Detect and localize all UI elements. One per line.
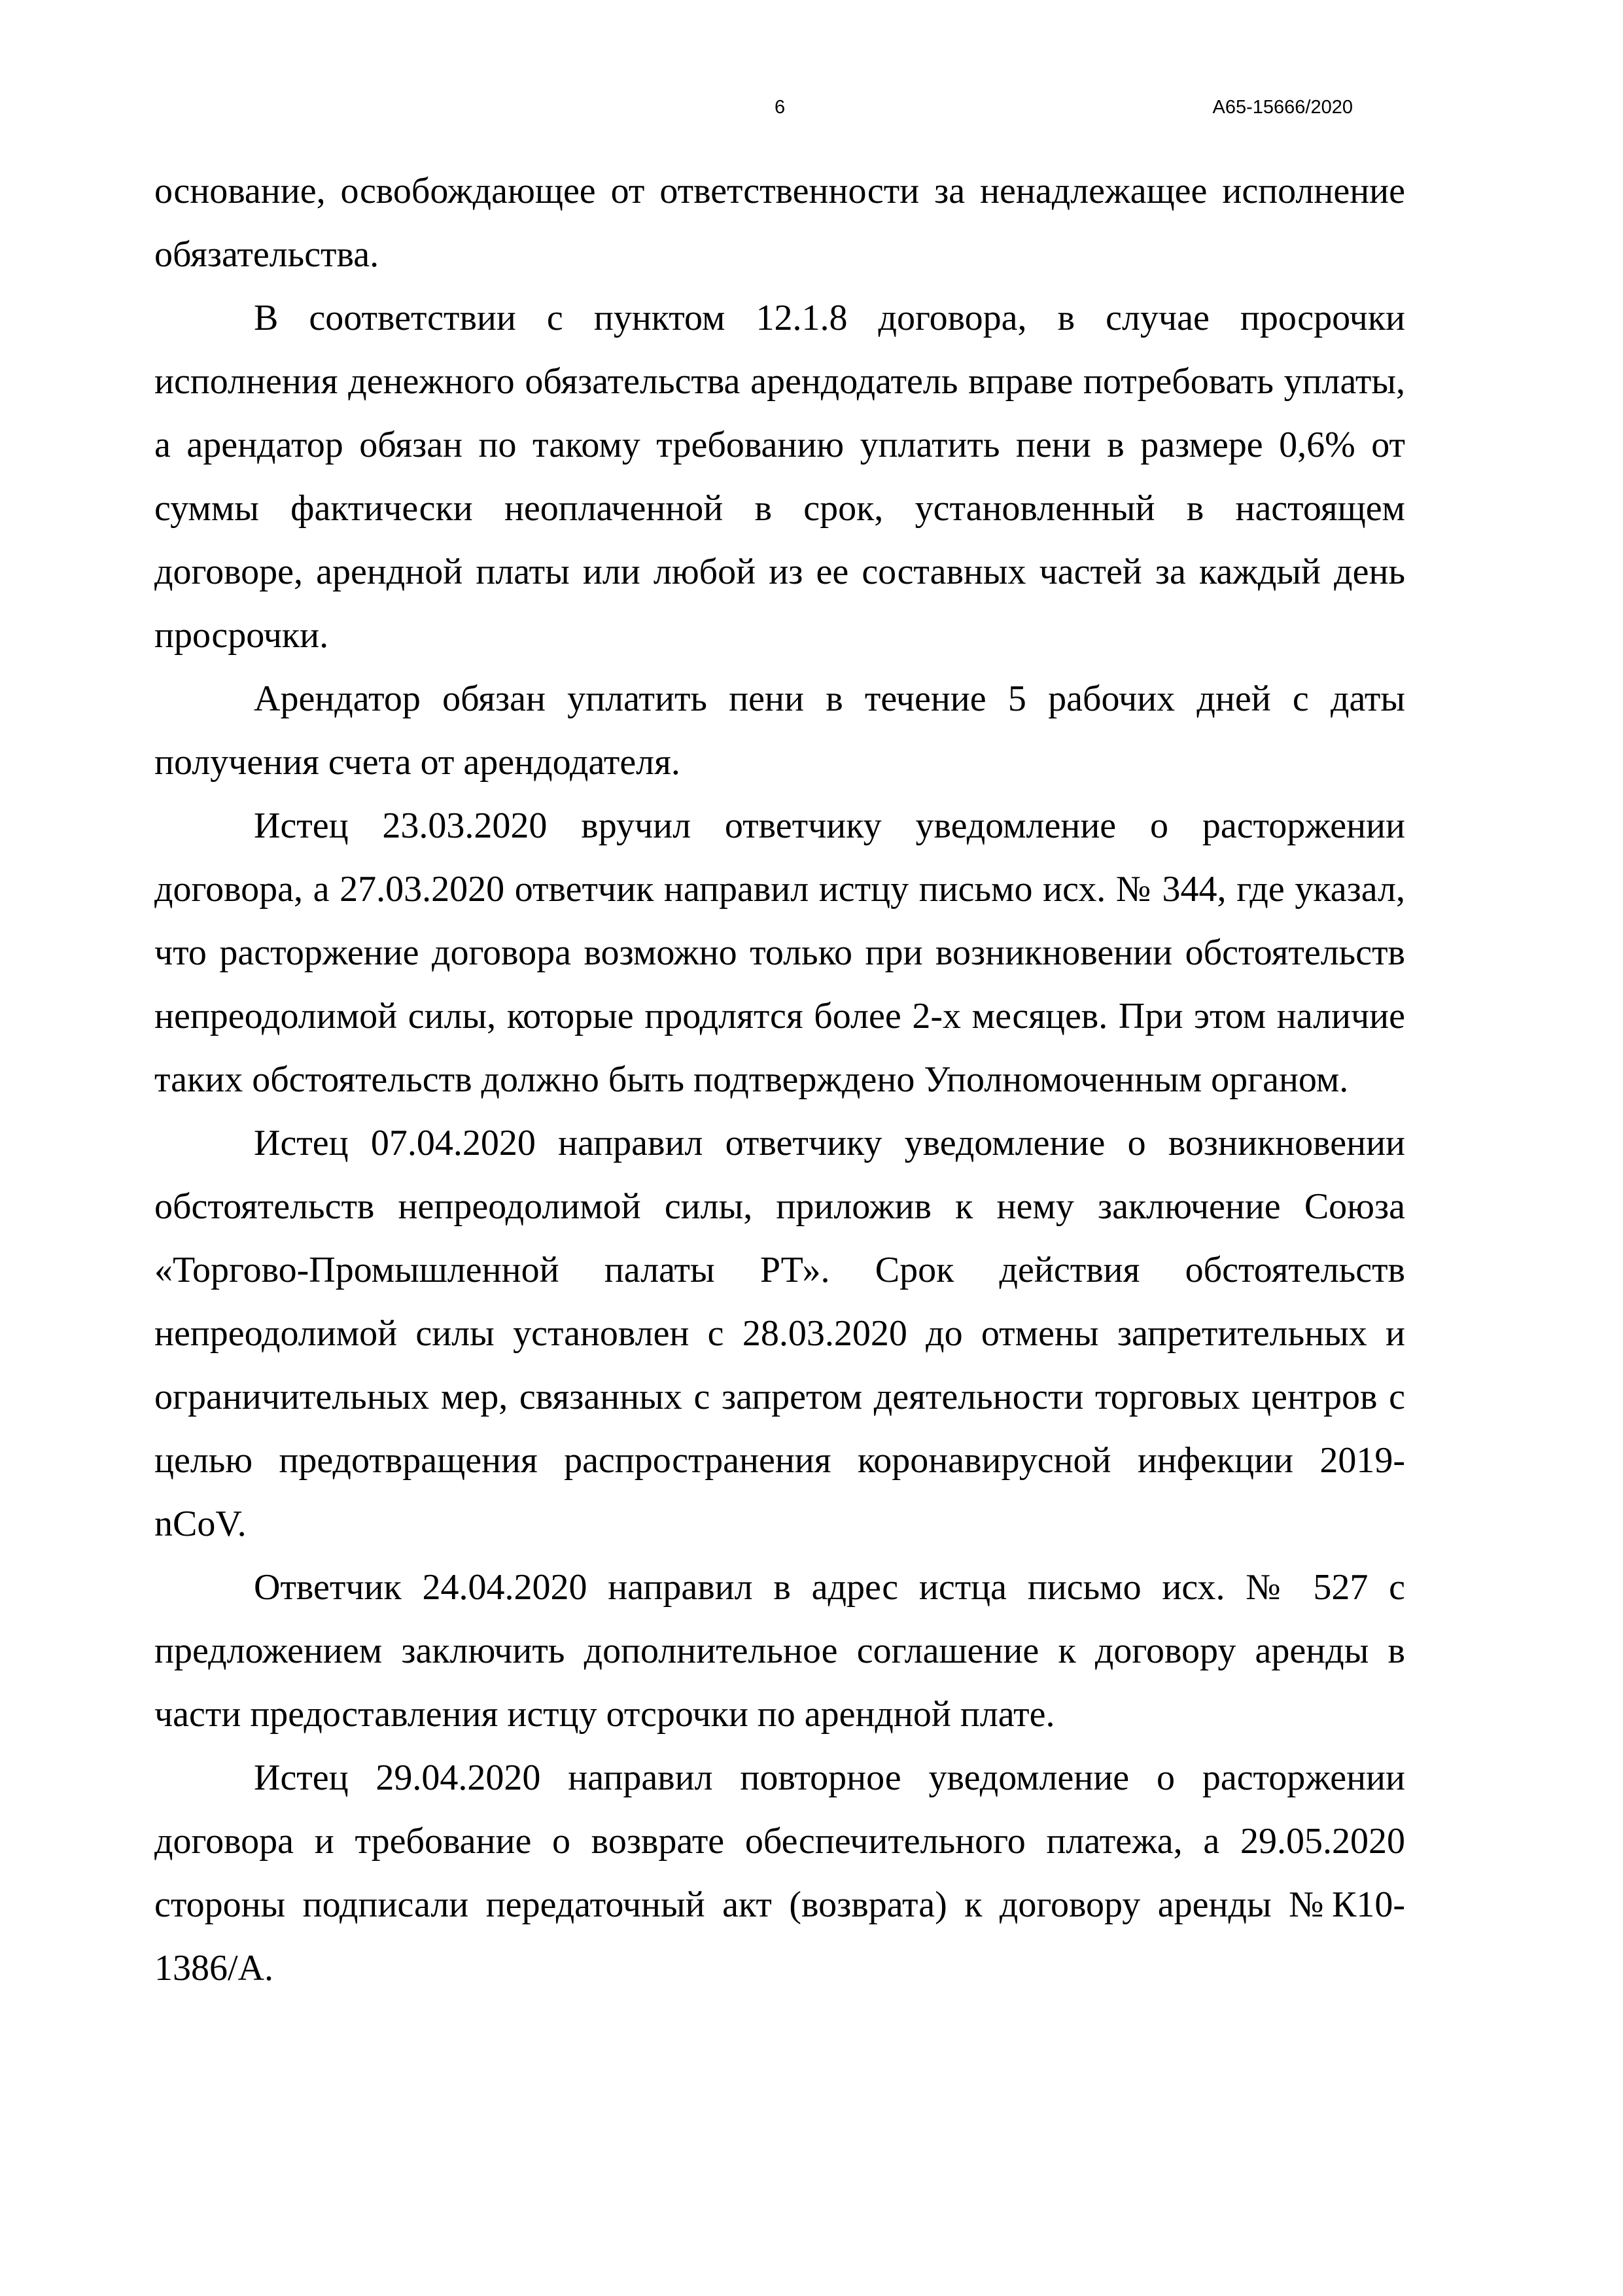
paragraph-continuation: основание, освобождающее от ответственности за ненадлежащее исполнение обязательства. <box>154 171 1405 275</box>
case-number: А65-15666/2020 <box>1212 97 1353 118</box>
paragraph-penalty-clause: В соответствии с пунктом 12.1.8 договора, в случае просрочки исполнения денежного обязательства арендодатель вправе потребовать уплаты, а арендатор обязан по такому требованию уплатить пени в размере 0,6% от суммы фактически неоплаченной в срок, установленный в настоящем договоре, арендной платы или любой из ее составных частей за каждый день просрочки. <box>154 298 1405 656</box>
paragraph-transfer-act: Истец 29.04.2020 направил повторное уведомление о расторжении договора и требование о возврате обеспечительного платежа, а 29.05.2020 стороны подписали передаточный акт (возврата) к договору аренды №К10-1386/А. <box>154 1757 1405 1988</box>
paragraph-termination-notice: Истец 23.03.2020 вручил ответчику уведомление о расторжении договора, а 27.03.2020 ответчик направил истцу письмо исх. № 344, где указал, что расторжение договора возможно только при возникновении обстоятельств непреодолимой силы, которые продлятся более 2-х месяцев. При этом наличие таких обстоятельств должно быть подтверждено Уполномоченным органом. <box>154 805 1405 1100</box>
paragraph-force-majeure: Истец 07.04.2020 направил ответчику уведомление о возникновении обстоятельств непреодолимой силы, приложив к нему заключение Союза «Торгово-Промышленной палаты РТ». Срок действия обстоятельств непреодолимой силы установлен с 28.03.2020 до отмены запретительных и ограничительных мер, связанных с запретом деятельности торговых центров с целью предотвращения распространения коронавирусной инфекции 2019-nCoV. <box>154 1123 1405 1544</box>
paragraph-deferral-offer: Ответчик 24.04.2020 направил в адрес истца письмо исх. № 527 с предложением заключить дополнительное соглашение к договору аренды в части предоставления истцу отсрочки по арендной плате. <box>154 1567 1405 1735</box>
page-number: 6 <box>775 97 786 118</box>
paragraph-penalty-payment-term: Арендатор обязан уплатить пени в течение 5 рабочих дней с даты получения счета от арендодателя. <box>154 679 1405 783</box>
page-header <box>0 97 1623 123</box>
document-body <box>154 160 1405 2000</box>
